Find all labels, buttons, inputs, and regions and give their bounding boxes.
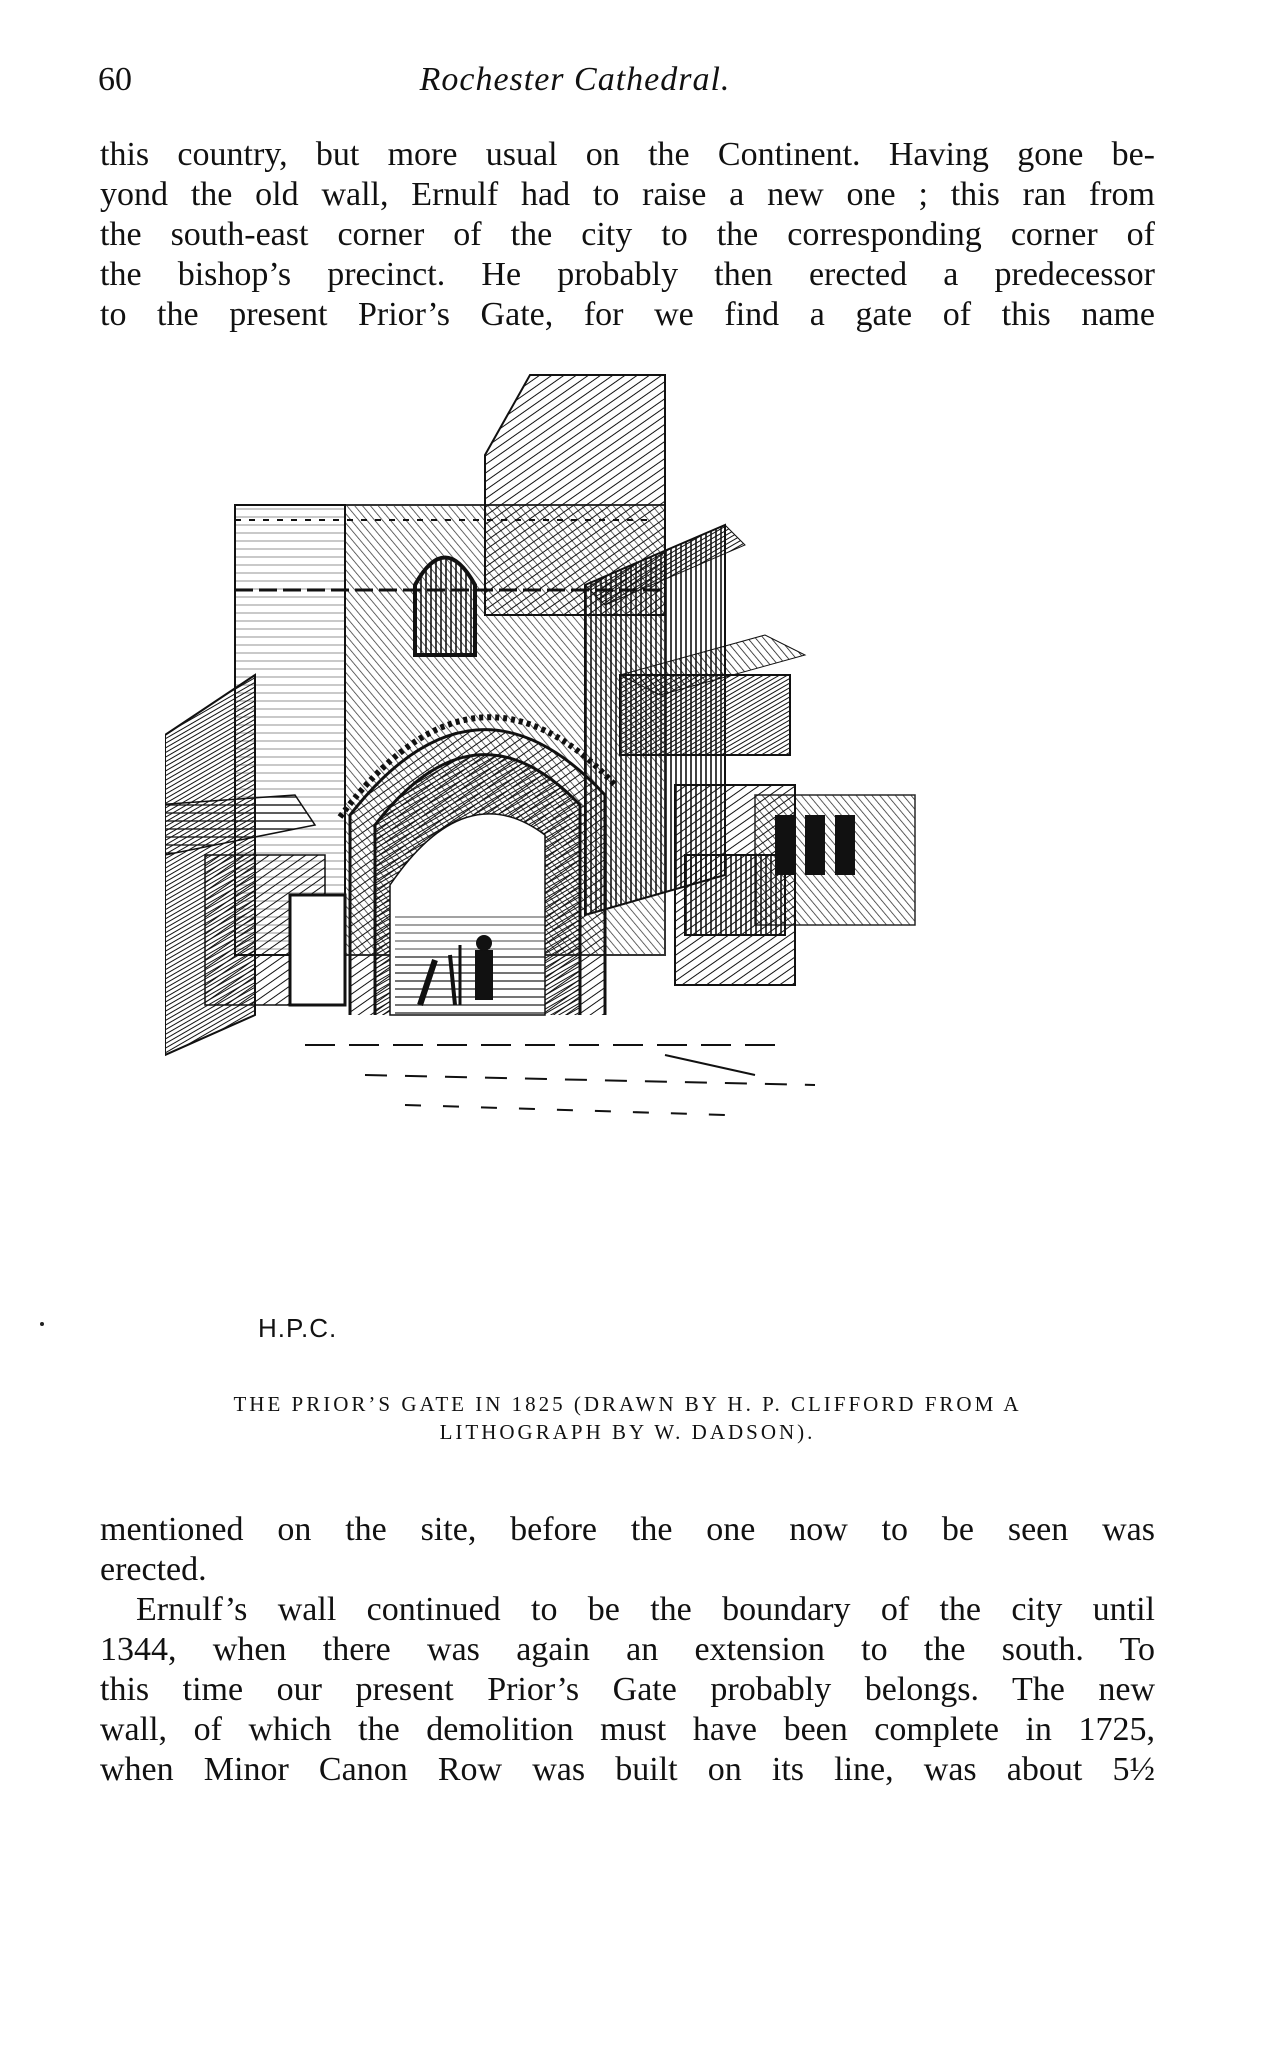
text-line: erected. — [100, 1551, 207, 1588]
page-number: 60 — [98, 61, 132, 98]
text-line: yond the old wall, Ernulf had to raise a new one ; this ran from — [100, 176, 1155, 213]
text-line: Ernulf’s wall continued to be the boundary of the city until — [136, 1591, 1155, 1628]
artist-signature: H.P.C. — [258, 1313, 338, 1343]
text-line: 1344, when there was again an extension to the south. To — [100, 1631, 1155, 1668]
paragraph-top — [100, 135, 1155, 335]
text-line: the south-east corner of the city to the corresponding corner of — [100, 216, 1155, 253]
caption-line: THE PRIOR’S GATE IN 1825 (DRAWN BY H. P. CLIFFORD FROM A — [233, 1392, 1022, 1416]
gothic-window — [415, 558, 475, 656]
priors-gate-illustration — [165, 355, 1050, 1365]
running-title: Rochester Cathedral. — [419, 61, 731, 98]
text-line: when Minor Canon Row was built on its line, was about 5½ — [100, 1751, 1155, 1788]
paragraph-ernulfs-wall — [100, 1590, 1155, 1790]
ground — [305, 1045, 815, 1115]
text-line: this time our present Prior’s Gate probably belongs. The new — [100, 1671, 1155, 1708]
text-line: to the present Prior’s Gate, for we find a gate of this name — [100, 296, 1155, 333]
text-line: wall, of which the demolition must have been complete in 1725, — [100, 1711, 1155, 1748]
paragraph-continued — [100, 1510, 1155, 1590]
figure-caption — [100, 1390, 1155, 1446]
text-line: mentioned on the site, before the one now to be seen was — [100, 1511, 1155, 1548]
text-line: this country, but more usual on the Continent. Having gone be- — [100, 136, 1155, 173]
stray-mark — [40, 1322, 44, 1326]
text-line: the bishop’s precinct. He probably then erected a predecessor — [100, 256, 1155, 293]
caption-line: LITHOGRAPH BY W. DADSON). — [439, 1420, 816, 1444]
